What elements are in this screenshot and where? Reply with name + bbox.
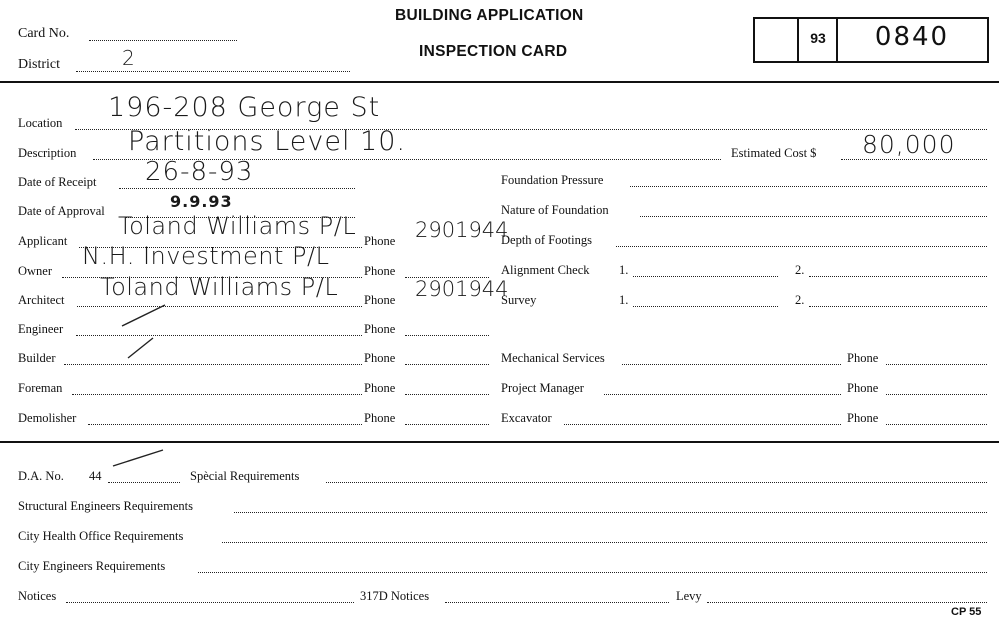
estimated-cost-label: Estimated Cost $ [731,146,817,160]
engineer-phone-label: Phone [364,322,396,336]
mechanical-phone-label: Phone [847,351,879,365]
card-year: 93 [810,30,826,46]
district-value: 2 [122,46,136,70]
alignment-check-1-label: 1. [619,263,629,277]
project-manager-label: Project Manager [501,381,584,395]
excavator-label: Excavator [501,411,552,425]
levy-label: Levy [676,589,702,603]
location-label: Location [18,116,63,130]
title-line-1: BUILDING APPLICATION [395,7,584,24]
foundation-pressure-label: Foundation Pressure [501,173,604,187]
city-health-line [222,542,987,543]
notices-317d-line [445,602,669,603]
builder-label: Builder [18,351,56,365]
project-manager-phone-label: Phone [847,381,879,395]
da-no-slash-mark [113,450,163,466]
estimated-cost-value: 80,000 [862,130,956,159]
foreman-label: Foreman [18,381,63,395]
owner-value: N.H. Investment P/L [82,242,330,270]
owner-phone-label: Phone [364,264,396,278]
survey-label: Survey [501,293,537,307]
architect-phone-label: Phone [364,293,396,307]
special-requirements-line [326,482,987,483]
city-health-label: City Health Office Requirements [18,529,184,543]
alignment-check-2-label: 2. [795,263,805,277]
special-requirements-label: Spècial Requirements [190,469,300,483]
district-label: District [18,57,60,72]
card-no-label: Card No. [18,26,70,41]
engineer-slash-mark [122,305,165,326]
survey-1-label: 1. [619,293,629,307]
date-receipt-value: 26-8-93 [145,157,254,187]
description-label: Description [18,146,77,160]
notices-line [66,602,354,603]
owner-label: Owner [18,264,53,278]
engineer-label: Engineer [18,322,64,336]
depth-footings-label: Depth of Footings [501,233,592,247]
date-approval-label: Date of Approval [18,204,105,218]
mechanical-services-label: Mechanical Services [501,351,605,365]
applicant-label: Applicant [18,234,68,248]
architect-label: Architect [18,293,65,307]
city-engineers-label: City Engineers Requirements [18,559,166,573]
nature-foundation-label: Nature of Foundation [501,203,609,217]
da-no-label: D.A. No. [18,469,64,483]
foreman-phone-label: Phone [364,381,396,395]
applicant-value: Toland Williams P/L [118,212,357,240]
builder-slash-mark [128,338,153,358]
demolisher-phone-label: Phone [364,411,396,425]
notices-317d-label: 317D Notices [360,589,430,603]
builder-phone-label: Phone [364,351,396,365]
survey-2-label: 2. [795,293,805,307]
date-approval-value: 9.9.93 [170,192,233,211]
description-value: Partitions Level 10. [128,126,406,157]
middle-rule [0,441,999,443]
location-value: 196-208 George St [108,92,381,123]
architect-value: Toland Williams P/L [100,273,339,301]
excavator-phone-label: Phone [847,411,879,425]
structural-engineers-line [234,512,987,513]
demolisher-label: Demolisher [18,411,77,425]
architect-phone-value: 2901944 [415,277,509,301]
title-line-2: INSPECTION CARD [419,43,568,60]
form-code: CP 55 [951,606,982,618]
applicant-phone-value: 2901944 [415,218,509,242]
structural-engineers-label: Structural Engineers Requirements [18,499,193,513]
levy-line [707,602,987,603]
card-number: 0840 [874,22,950,52]
city-engineers-line [198,572,987,573]
da-no-line [108,482,180,483]
notices-label: Notices [18,589,57,603]
da-no-value: 44 [89,469,102,483]
alignment-check-label: Alignment Check [501,263,590,277]
date-receipt-label: Date of Receipt [18,175,97,189]
applicant-phone-label: Phone [364,234,396,248]
